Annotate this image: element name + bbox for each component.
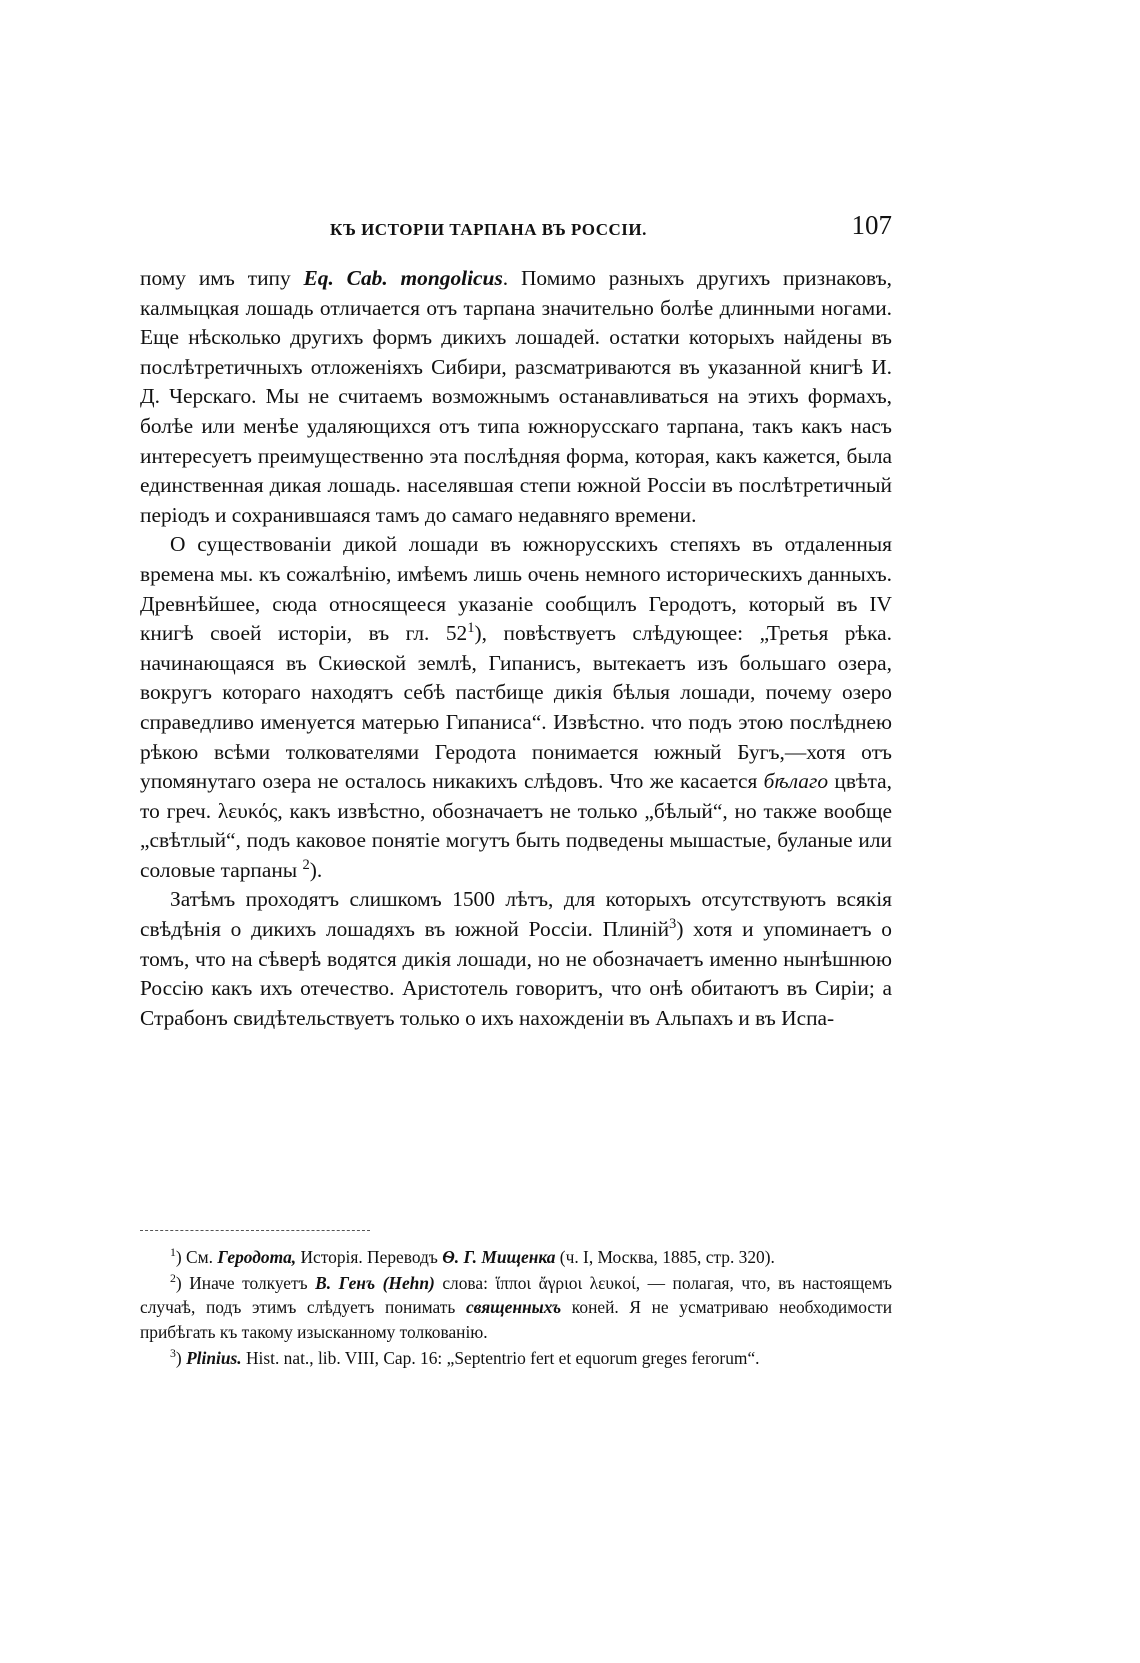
footnote-text: Исторія. Переводъ <box>296 1247 443 1267</box>
footnote-ref-1: 1 <box>467 620 475 636</box>
footnotes <box>140 1245 892 1372</box>
footnote-separator <box>140 1230 370 1231</box>
paragraph-2 <box>140 530 892 885</box>
species-name: Eq. Cab. mongolicus <box>303 266 503 290</box>
footnote-mark: 1 <box>170 1245 176 1260</box>
footnote-italic: Геродота, <box>217 1247 297 1267</box>
footnote-italic: священныхъ <box>465 1297 562 1318</box>
running-head: КЪ ИСТОРІИ ТАРПАНА ВЪ РОССІИ. <box>330 220 647 239</box>
paragraph-3 <box>140 885 892 1033</box>
footnote-3 <box>140 1346 892 1370</box>
footnote-italic: В. Генъ (Hehn) <box>315 1273 435 1294</box>
footnote-italic: Plinius. <box>186 1347 242 1368</box>
footnote-text: Hist. nat., lib. VIII, Cap. 16: „Septentrio fert et equorum greges ferorum“. <box>241 1347 760 1368</box>
footnote-text: коней. Я не усматриваю необходимости прибѣгать къ такому изысканному толкованію. <box>140 1297 892 1342</box>
footnote-mark: 2 <box>170 1271 176 1286</box>
paragraph-2-e: ). <box>309 857 323 882</box>
paragraph-2-a: О существованіи дикой лошади въ южнорусскихъ степяхъ въ отдаленныя времена мы. къ сожалѣнію, имѣемъ лишь очень немного историческихъ данныхъ. Древнѣйшее, сюда относящееся указаніе сообщилъ Геродотъ, который въ IV книгѣ своей исторіи, въ гл. 52 <box>140 532 892 646</box>
footnote-text: ) <box>175 1347 187 1368</box>
footnote-ref-3: 3 <box>669 915 677 932</box>
page-header <box>140 210 892 250</box>
paragraph-3-b: ) хотя и упоминаетъ о томъ, что на сѣверѣ водятся дикія лошади, но не обозначаетъ именно нынѣшнюю Россію какъ ихъ отечество. Аристотель говоритъ, что онѣ обитаютъ въ Сиріи; а Страбонъ свидѣтельствуетъ только о ихъ нахожденіи въ Альпахъ и въ Испа- <box>140 917 892 1030</box>
footnote-1 <box>140 1245 892 1269</box>
paragraph-1-start: пому имъ типу <box>140 266 304 290</box>
footnote-ref-2: 2 <box>302 856 310 873</box>
paragraph-1-rest: . Помимо разныхъ другихъ признаковъ, калмыцкая лошадь отличается отъ тарпана значительно болѣе длинными ногами. Еще нѣсколько другихъ формъ дикихъ лошадей. остатки которыхъ найдены въ послѣтретичныхъ отложеніяхъ Сибири, разсматриваются въ указанной книгѣ И. Д. Черскаго. Мы не считаемъ возможнымъ останавливаться на этихъ формахъ, болѣе или менѣе удаляющихся отъ типа южнорусскаго тарпана, такъ какъ насъ интересуетъ преимущественно эта послѣдняя форма, которая, какъ кажется, была единственная дикая лошадь. населявшая степи южной Россіи въ послѣтретичный періодъ и сохранившаяся тамъ до самаго недавняго времени. <box>140 266 892 527</box>
paragraph-2-emphasis: бѣлаго <box>763 769 829 794</box>
page-number: 107 <box>851 210 892 240</box>
main-text <box>140 264 892 1033</box>
footnote-text: (ч. I, Москва, 1885, стр. 320). <box>555 1247 775 1267</box>
paragraph-2-d: цвѣта, то греч. λευκός, какъ извѣстно, обозначаетъ не только „бѣлый“, но также вообще „свѣтлый“, подъ каковое понятіе могутъ быть подведены мышастые, буланые или соловые тарпаны <box>140 769 893 882</box>
footnote-italic: Ѳ. Г. Мищенка <box>442 1247 556 1267</box>
paragraph-3-a: Затѣмъ проходятъ слишкомъ 1500 лѣтъ, для которыхъ отсутствуютъ всякія свѣдѣнія о дикихъ лошадяхъ въ южной Россіи. Плиній <box>140 887 892 942</box>
paragraph-2-b: ), повѣствуетъ слѣдующее: „Третья рѣка. начинающаяся въ Скиѳской землѣ, Гипанисъ, вытекаетъ изъ большаго озера, вокругъ котораго находятъ себѣ пастбище дикія бѣлыя лошади, почему озеро справедливо именуется матерью Гипаниса“. Извѣстно. что подъ этою послѣднею рѣкою всѣми толкователями Геродота понимается южный Бугъ,—хотя отъ упомянутаго озера не осталось никакихъ слѣдовъ. Что же касается <box>140 621 892 794</box>
footnote-text: слова: ἵπποι ἄγριοι λευκοί, — полагая, что, въ настоящемъ случаѣ, подъ этимъ слѣдуетъ понимать <box>140 1273 892 1318</box>
footnote-text: ) Иначе толкуетъ <box>175 1273 316 1294</box>
footnote-text: ) См. <box>175 1247 218 1267</box>
paragraph-1 <box>140 264 892 530</box>
footnote-mark: 3 <box>170 1346 176 1361</box>
footnote-2 <box>140 1271 892 1344</box>
